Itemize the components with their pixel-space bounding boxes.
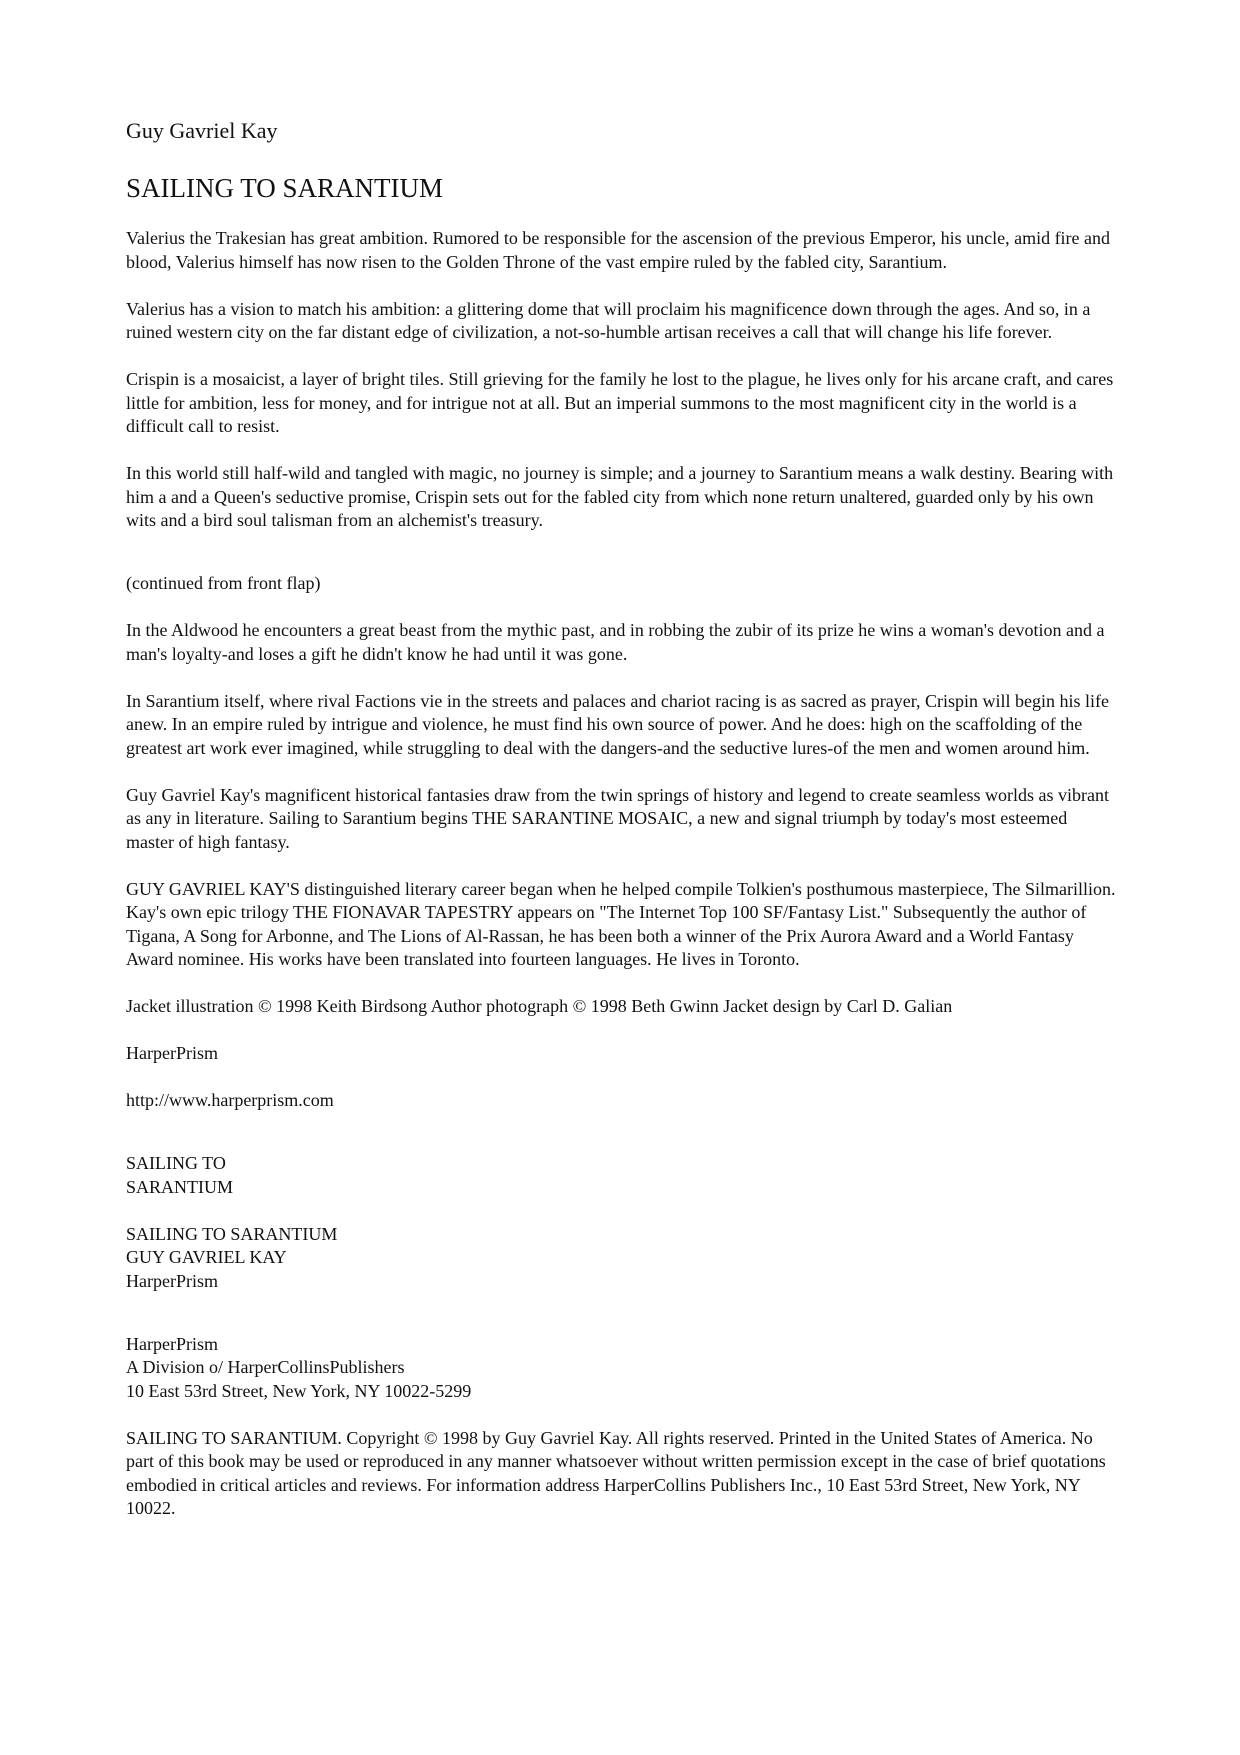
paragraph: In this world still half-wild and tangled with magic, no journey is simple; and a journey to Sarantium means a walk destiny. Bearing with him a and a Queen's seductive promise, Crispin sets out for the fabled city from which none return unaltered, guarded only by his own wits and a bird soul talisman from an alchemist's treasury. <box>126 463 1114 530</box>
book-title: SAILING TO SARANTIUM <box>126 173 444 203</box>
paragraph: In Sarantium itself, where rival Factions vie in the streets and palaces and chariot racing is as sacred as prayer, Crispin will begin his life anew. In an empire ruled by intrigue and violence, he must find his own source of power. And he does: high on the scaffolding of the greatest art work ever imagined, while struggling to deal with the dangers-and the seductive lures-of the men and women around him. <box>126 690 1109 758</box>
paragraph: Valerius the Trakesian has great ambition. Rumored to be responsible for the ascension of the previous Emperor, his uncle, amid fire and blood, Valerius himself has now risen to the Golden Throne of the vast empire ruled by the fabled city, Sarantium. <box>126 228 1111 272</box>
publisher-address-line: A Division o/ HarperCollinsPublishers <box>126 1357 405 1377</box>
paragraph: In the Aldwood he encounters a great beast from the mythic past, and in robbing the zubir of its prize he wins a woman's devotion and a man's loyalty-and loses a gift he didn't know he had until it was gone. <box>126 620 1105 664</box>
title-page-author: GUY GAVRIEL KAY <box>126 1247 287 1267</box>
paragraph: Crispin is a mosaicist, a layer of bright tiles. Still grieving for the family he lost to the plague, he lives only for his arcane craft, and cares little for ambition, less for money, and for intrigue not at all. But an imperial summons to the most magnificent city in the world is a difficult call to resist. <box>126 369 1114 436</box>
title-page <box>126 1223 1116 1294</box>
paragraph: Guy Gavriel Kay's magnificent historical fantasies draw from the twin springs of history and legend to create seamless worlds as vibrant as any in literature. Sailing to Sarantium begins THE SARANTINE MOSAIC, a new and signal triumph by today's most esteemed master of high fantasy. <box>126 784 1109 852</box>
spacer <box>126 1317 1116 1333</box>
jacket-credits: Jacket illustration © 1998 Keith Birdsong Author photograph © 1998 Beth Gwinn Jacket design by Carl D. Galian <box>126 996 953 1016</box>
half-title <box>126 1152 1116 1199</box>
spacer <box>126 1136 1116 1152</box>
author-name: Guy Gavriel Kay <box>126 118 278 143</box>
half-title-line: SAILING TO <box>126 1153 226 1173</box>
half-title-line: SARANTIUM <box>126 1176 234 1197</box>
publisher-address-line: 10 East 53rd Street, New York, NY 10022-5299 <box>126 1380 472 1401</box>
publisher-address <box>126 1333 1116 1404</box>
publisher-name: HarperPrism <box>126 1043 218 1063</box>
publisher-url: http://www.harperprism.com <box>126 1090 334 1110</box>
paragraph: Valerius has a vision to match his ambition: a glittering dome that will proclaim his magnificence down through the ages. And so, in a ruined western city on the far distant edge of civilization, a not-so-humble artisan receives a call that will change his life forever. <box>126 298 1091 342</box>
document-body <box>126 227 1116 1544</box>
title-page-title: SAILING TO SARANTIUM <box>126 1223 338 1244</box>
continued-note: (continued from front flap) <box>126 573 321 593</box>
title-page-publisher: HarperPrism <box>126 1270 218 1291</box>
publisher-address-line: HarperPrism <box>126 1333 218 1354</box>
spacer <box>126 556 1116 572</box>
copyright-notice: SAILING TO SARANTIUM. Copyright © 1998 by Guy Gavriel Kay. All rights reserved. Printed in the United States of America. No part of this book may be used or reproduced in any manner whatsoever without written permission except in the case of brief quotations embodied in critical articles and reviews. For information address HarperCollins Publishers Inc., 10 East 53rd Street, New York, NY 10022. <box>126 1427 1106 1518</box>
author-bio: GUY GAVRIEL KAY'S distinguished literary career began when he helped compile Tolkien's posthumous masterpiece, The Silmarillion. Kay's own epic trilogy THE FIONAVAR TAPESTRY appears on "The Internet Top 100 SF/Fantasy List." Subsequently the author of Tigana, A Song for Arbonne, and The Lions of Al-Rassan, he has been both a winner of the Prix Aurora Award and a World Fantasy Award nominee. His works have been translated into fourteen languages. He lives in Toronto. <box>126 878 1116 969</box>
